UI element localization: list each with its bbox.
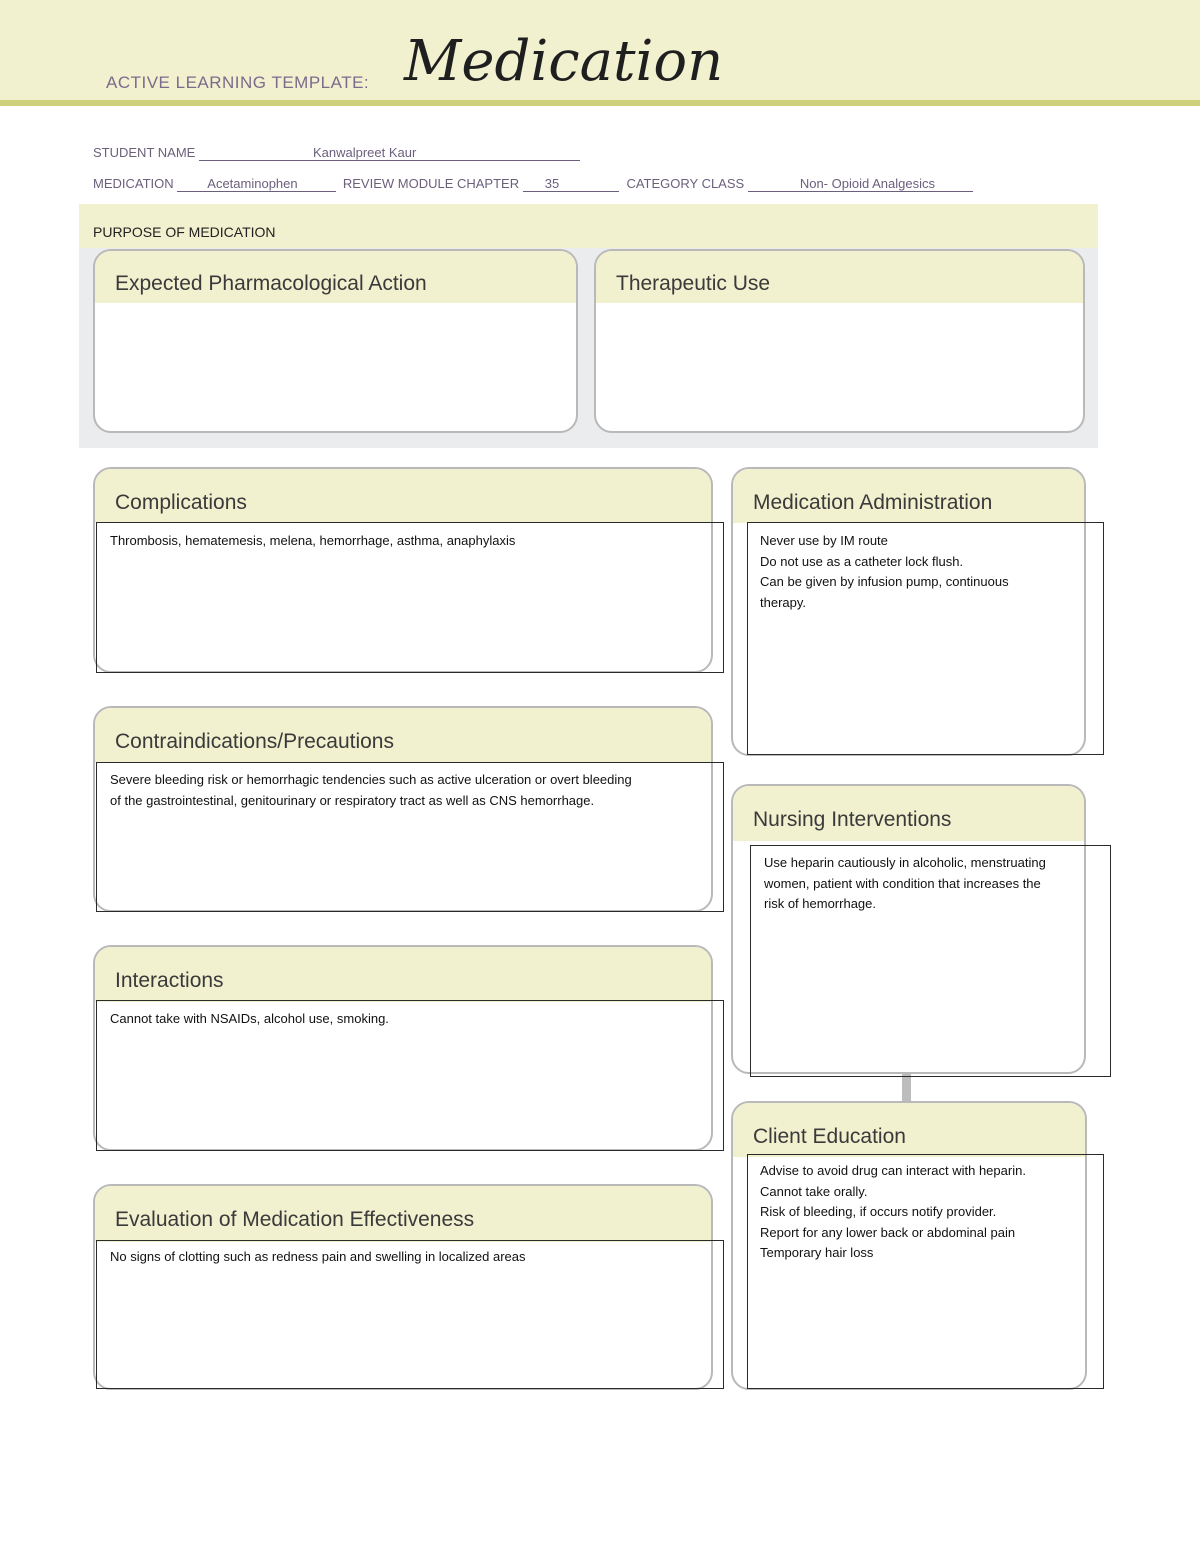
interactions-title: Interactions: [115, 969, 224, 992]
purpose-label: PURPOSE OF MEDICATION: [93, 224, 276, 240]
expected-action-title: Expected Pharmacological Action: [115, 272, 427, 295]
complications-title: Complications: [115, 491, 247, 514]
chapter-value[interactable]: 35: [544, 176, 560, 191]
medication-label: MEDICATION: [93, 176, 174, 191]
page-title: Medication: [404, 29, 724, 94]
therapeutic-use-title: Therapeutic Use: [616, 272, 771, 295]
contraindications-title: Contraindications/Precautions: [115, 730, 394, 753]
nursing-interventions-title: Nursing Interventions: [753, 808, 952, 831]
administration-text: Never use by IM route Do not use as a catheter lock flush. Can be given by infusion pump, continuous therapy.: [760, 533, 1009, 610]
template-label: ACTIVE LEARNING TEMPLATE:: [106, 73, 370, 92]
administration-title: Medication Administration: [753, 491, 993, 514]
expected-action-card: [93, 249, 578, 433]
category-label: CATEGORY CLASS: [626, 176, 745, 191]
client-education-title: Client Education: [753, 1125, 906, 1148]
contraindications-text: Severe bleeding risk or hemorrhagic tendencies such as active ulceration or overt bleeding of the gastrointestinal, genitourinary or respiratory tract as well as CNS hemorrhage.: [110, 772, 632, 808]
chapter-label: REVIEW MODULE CHAPTER: [342, 176, 520, 191]
client-education-text: Advise to avoid drug can interact with heparin. Cannot take orally. Risk of bleeding, if occurs notify provider. Report for any lower back or abdominal pain Temporary hair loss: [760, 1163, 1026, 1260]
student-name-value[interactable]: Kanwalpreet Kaur: [312, 145, 417, 160]
student-name-label: STUDENT NAME: [93, 145, 196, 160]
interactions-text: Cannot take with NSAIDs, alcohol use, smoking.: [110, 1011, 389, 1026]
medication-value[interactable]: Acetaminophen: [207, 176, 298, 191]
student-name-row: [93, 145, 580, 161]
complications-text: Thrombosis, hematemesis, melena, hemorrhage, asthma, anaphylaxis: [110, 533, 516, 548]
evaluation-text: No signs of clotting such as redness pain and swelling in localized areas: [110, 1249, 526, 1264]
category-value[interactable]: Non- Opioid Analgesics: [799, 176, 935, 191]
therapeutic-use-card: [594, 249, 1085, 433]
evaluation-title: Evaluation of Medication Effectiveness: [115, 1208, 475, 1231]
medication-info-row: [93, 176, 973, 192]
nursing-interventions-text: Use heparin cautiously in alcoholic, menstruating women, patient with condition that increases the risk of hemorrhage.: [764, 855, 1046, 911]
